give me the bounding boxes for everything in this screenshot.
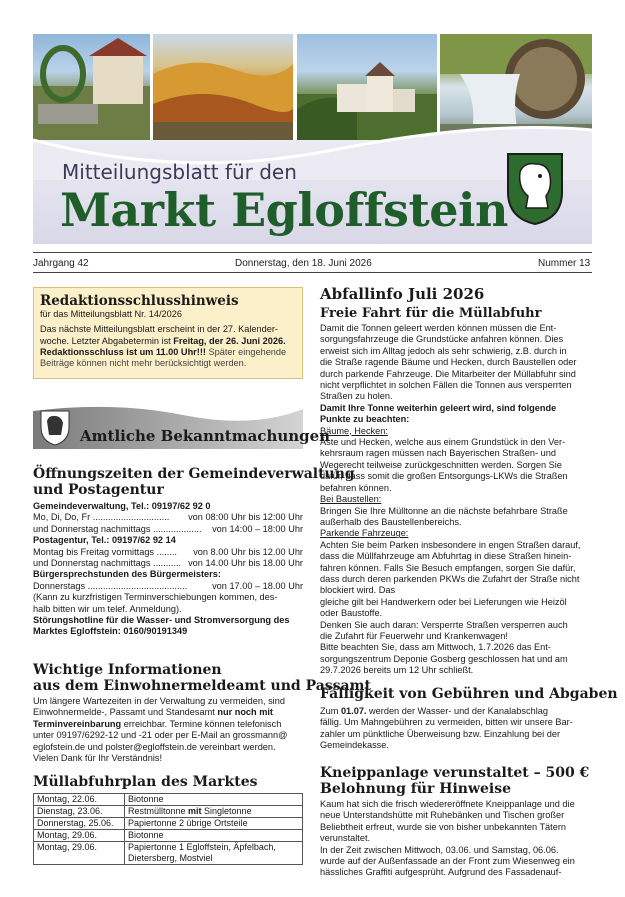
text-line: fahren können. Falls Sie Besuch empfangen, sorgen Sie dafür, xyxy=(320,562,576,573)
text-line: dafür, dass somit die großen Entsorgungs-LKWs die Straßen xyxy=(320,471,568,482)
table-cell: Dienstag, 23.06. xyxy=(34,806,125,818)
table-cell xyxy=(125,806,303,818)
text-line: befahren können. xyxy=(320,482,392,493)
waste-info-text xyxy=(320,323,592,677)
text-line: nicht verpflichtet in solchen Fällen die Tonnen aus versperrten xyxy=(320,380,572,391)
text-line: die Zufahrt für Feuerwehr und Krankenwagen! xyxy=(320,630,508,641)
text-line: erweist sich im Alltag jedoch als sehr schwierig, z.B. durch in xyxy=(320,345,567,356)
text-line: eglofstein.de und polster@egloffstein.de vereinbart werden. xyxy=(33,741,276,752)
text-line: halb bitten wir um telef. Anmeldung). xyxy=(33,603,182,614)
heading-line: Wichtige Informationen xyxy=(33,662,222,678)
deadline-line: Später eingehende xyxy=(205,346,287,357)
text-line: dass durch deren parkenden PKWs die Zufahrt der Straße nicht xyxy=(320,573,580,584)
hours-label: Donnerstags ....................................... xyxy=(33,580,188,591)
text-line: Straßen zu holen. xyxy=(320,391,393,402)
text-line: kehrsraum ragen müssen nach Bayerischen Straßen- und xyxy=(320,448,556,459)
text-line: Achten Sie beim Parken insbesondere in engen Straßen darauf, xyxy=(320,539,581,550)
waste-schedule-heading: Müllabfuhrplan des Marktes xyxy=(33,774,258,790)
text-line: durch parkende Fahrzeuge. Die Mitarbeiter der Müllabfuhr sind xyxy=(320,368,576,379)
text-emphasis: 01.07. xyxy=(340,706,367,716)
hours-value: von 8.00 Uhr bis 12.00 Uhr xyxy=(193,546,303,557)
town-hall-phone: Gemeindeverwaltung, Tel.: 09197/62 92 0 xyxy=(33,501,211,511)
hours-value: von 14:00 – 18:00 Uhr xyxy=(212,523,303,534)
heading-line: Kneippanlage verunstaltet – 500 € xyxy=(320,765,590,781)
fees-text xyxy=(320,706,592,752)
text-line: Denken Sie auch daran: Versperrte Straßen versperren auch xyxy=(320,619,568,630)
text-line: gleiche gilt bei Handwerkern oder bei Lieferungen wie Heizöl xyxy=(320,596,567,607)
text-line: Vielen Dank für Ihr Verständnis! xyxy=(33,753,163,764)
cell-text: Restmülltonne xyxy=(128,806,189,816)
text-line: dass die Müllfahrzeuge am Abfuhrtag in diese Straßen hinein- xyxy=(320,551,572,562)
text-line: Damit die Tonnen geleert werden können müssen die Ent- xyxy=(320,323,557,333)
text-line: unter 09197/6292-12 und -21 oder per E-Mail an grossmann@ xyxy=(33,730,288,741)
heading-line: aus dem Einwohnermeldeamt und Passamt xyxy=(33,678,371,694)
text-subhead: Bäume, Hecken: xyxy=(320,425,388,436)
hours-label: Montag bis Freitag vormittags ........ xyxy=(33,546,177,557)
hours-label: und Donnerstag nachmittags ................... xyxy=(33,523,202,534)
heading-line: Öffnungszeiten der Gemeindeverwaltung xyxy=(33,466,355,482)
table-cell: Montag, 29.06. xyxy=(34,842,125,865)
divider xyxy=(33,252,592,253)
deadline-title: Redaktionsschlusshinweis xyxy=(40,293,239,309)
deadline-time: Redaktionsschluss ist um 11.00 Uhr!!! xyxy=(40,346,206,357)
coat-of-arms-icon xyxy=(506,152,564,226)
deadline-notice-box xyxy=(33,287,303,379)
table-row xyxy=(34,818,303,830)
heading-line: Belohnung für Hinweise xyxy=(320,781,512,797)
hours-label: und Donnerstag nachmittags ........... xyxy=(33,558,182,569)
opening-hours-text xyxy=(33,501,303,638)
cell-text: Dietersberg, Mostviel xyxy=(128,853,213,863)
table-cell: Papiertonne 2 übrige Ortsteile xyxy=(125,818,303,830)
table-row xyxy=(34,842,303,865)
registry-office-text xyxy=(33,696,303,764)
waste-info-subheading: Freie Fahrt für die Müllabfuhr xyxy=(320,306,542,321)
text-line: wurde auf der Außenfassade an der Front zum Wiesenweg ein xyxy=(320,856,575,867)
text-line: Äste und Hecken, welche aus einem Grundstück in den Ver- xyxy=(320,437,566,448)
year-label: Jahrgang 42 xyxy=(33,258,89,269)
table-cell: Biotonne xyxy=(125,794,303,806)
text-line: sorgungsfahrzeuge die Grundstücke anfahren können. Dies xyxy=(320,334,564,345)
deadline-line: Beiträge können nicht mehr berücksichtigt werden. xyxy=(40,358,247,369)
text-line: blockiert wird. Das xyxy=(320,585,396,596)
table-cell: Montag, 22.06. xyxy=(34,794,125,806)
hours-value: von 14.00 Uhr bis 18.00 Uhr xyxy=(188,558,303,569)
page-title: Markt Egloffstein xyxy=(60,183,508,237)
cell-emphasis: mit xyxy=(188,806,202,816)
hotline-line: Störungshotline für die Wasser- und Stromversorgung des xyxy=(33,615,290,626)
table-cell: Donnerstag, 25.06. xyxy=(34,818,125,830)
mayor-hours-heading: Bürgersprechstunden des Bürgermeisters: xyxy=(33,569,221,580)
text-line: zahler um pünktliche Überweisung bzw. Einzahlung bei der xyxy=(320,728,561,739)
text-line: (Kann zu kurzfristigen Terminverschiebungen kommen, des- xyxy=(33,592,278,603)
text-line: Gemeindekasse. xyxy=(320,740,389,751)
kneipp-text xyxy=(320,799,592,879)
fees-heading: Fälligkeit von Gebühren und Abgaben xyxy=(320,686,618,702)
deadline-line: Das nächste Mitteilungsblatt erscheint in der 27. Kalender- xyxy=(40,324,278,335)
text-emphasis: Terminvereinbarung xyxy=(33,718,122,729)
issue-date: Donnerstag, den 18. Juni 2026 xyxy=(235,258,372,269)
heading-line: und Postagentur xyxy=(33,482,164,498)
table-row xyxy=(34,794,303,806)
text-line: Bitte beachten Sie, dass am Mittwoch, 1.7.2026 das Ent- xyxy=(320,642,551,653)
text-line: hässliches Graffiti aufgesprüht. Aufgrund des Fassadenauf- xyxy=(320,867,562,878)
text-line: Wegerecht teilweise zurückgeschnitten werden. Sorgen Sie xyxy=(320,459,562,470)
text-line: 29.7.2026 bereits um 12 Uhr schließt. xyxy=(320,665,474,676)
page-subtitle: Mitteilungsblatt für den xyxy=(62,160,297,184)
kneipp-heading xyxy=(320,765,589,797)
hours-value: von 08:00 Uhr bis 12:00 Uhr xyxy=(188,512,303,523)
deadline-text xyxy=(40,324,296,369)
text-line: Zum xyxy=(320,706,341,716)
hours-value: von 17.00 – 18.00 Uhr xyxy=(212,580,303,591)
official-notices-title: Amtliche Bekanntmachungen xyxy=(80,427,331,445)
text-line: Beliebtheit erfreut, wurde sie von bisher unbekannten Tätern xyxy=(320,821,567,832)
text-subhead: Parkende Fahrzeuge: xyxy=(320,528,409,539)
text-line: erreichbar. Termine können telefonisch xyxy=(121,718,282,729)
table-cell xyxy=(125,842,303,865)
text-line: außerhalb des Baustellenbereichs. xyxy=(320,516,462,527)
text-line: Um längere Wartezeiten in der Verwaltung zu vermeiden, sind xyxy=(33,696,285,706)
cell-text: Papiertonne 1 Egloffstein, Äpfelbach, xyxy=(128,842,276,852)
deadline-sub: für das Mitteilungsblatt Nr. 14/2026 xyxy=(40,309,182,319)
hotline-line: Marktes Egloffstein: 0160/90191349 xyxy=(33,626,188,637)
text-line: werden der Wasser- und der Kanalabschlag xyxy=(366,706,548,716)
text-line: In der Zeit zwischen Mittwoch, 03.06. und Samstag, 06.06. xyxy=(320,844,559,855)
table-cell: Biotonne xyxy=(125,830,303,842)
cell-text: Singletonne xyxy=(201,806,252,816)
text-line: fällig. Um Mahngebühren zu vermeiden, bitten wir unsere Bar- xyxy=(320,717,573,728)
hours-label: Mo, Di, Do, Fr .............................. xyxy=(33,512,170,523)
post-office-phone: Postagentur, Tel.: 09197/62 92 14 xyxy=(33,535,176,546)
table-row xyxy=(34,830,303,842)
text-line: oder Baustoffe. xyxy=(320,608,383,619)
text-line: neue Unterstandshütte mit Ruhebänken und Tischen großer xyxy=(320,810,565,821)
deadline-date: Freitag, der 26. Juni 2026. xyxy=(173,335,286,346)
waste-schedule-table xyxy=(33,793,303,865)
table-cell: Montag, 29.06. xyxy=(34,830,125,842)
text-emphasis: Damit Ihre Tonne weiterhin geleert wird, sind folgende xyxy=(320,402,557,413)
text-subhead: Bei Baustellen: xyxy=(320,494,382,505)
opening-hours-heading xyxy=(33,466,355,498)
text-line: Einwohnermelde-, Passamt und Standesamt xyxy=(33,707,218,718)
issue-number: Nummer 13 xyxy=(538,258,591,269)
text-emphasis: nur noch mit xyxy=(217,707,273,718)
text-emphasis: Punkte zu beachten: xyxy=(320,414,410,425)
text-line: Bringen Sie Ihre Mülltonne an die nächste befahrbare Straße xyxy=(320,505,568,516)
text-line: die Straße ragende Bäume und Hecken, durch Baustellen oder xyxy=(320,357,577,368)
deadline-line: woche. Letzter Abgabetermin ist xyxy=(40,335,174,346)
text-line: sorgungszentrum Deponie Gosberg geschlossen hat und am xyxy=(320,653,568,664)
text-line: verunstaltet. xyxy=(320,833,371,844)
table-row xyxy=(34,806,303,818)
waste-info-heading: Abfallinfo Juli 2026 xyxy=(320,285,485,303)
text-line: Kaum hat sich die frisch wiedereröffnete Kneippanlage und die xyxy=(320,799,575,809)
divider xyxy=(33,272,592,273)
